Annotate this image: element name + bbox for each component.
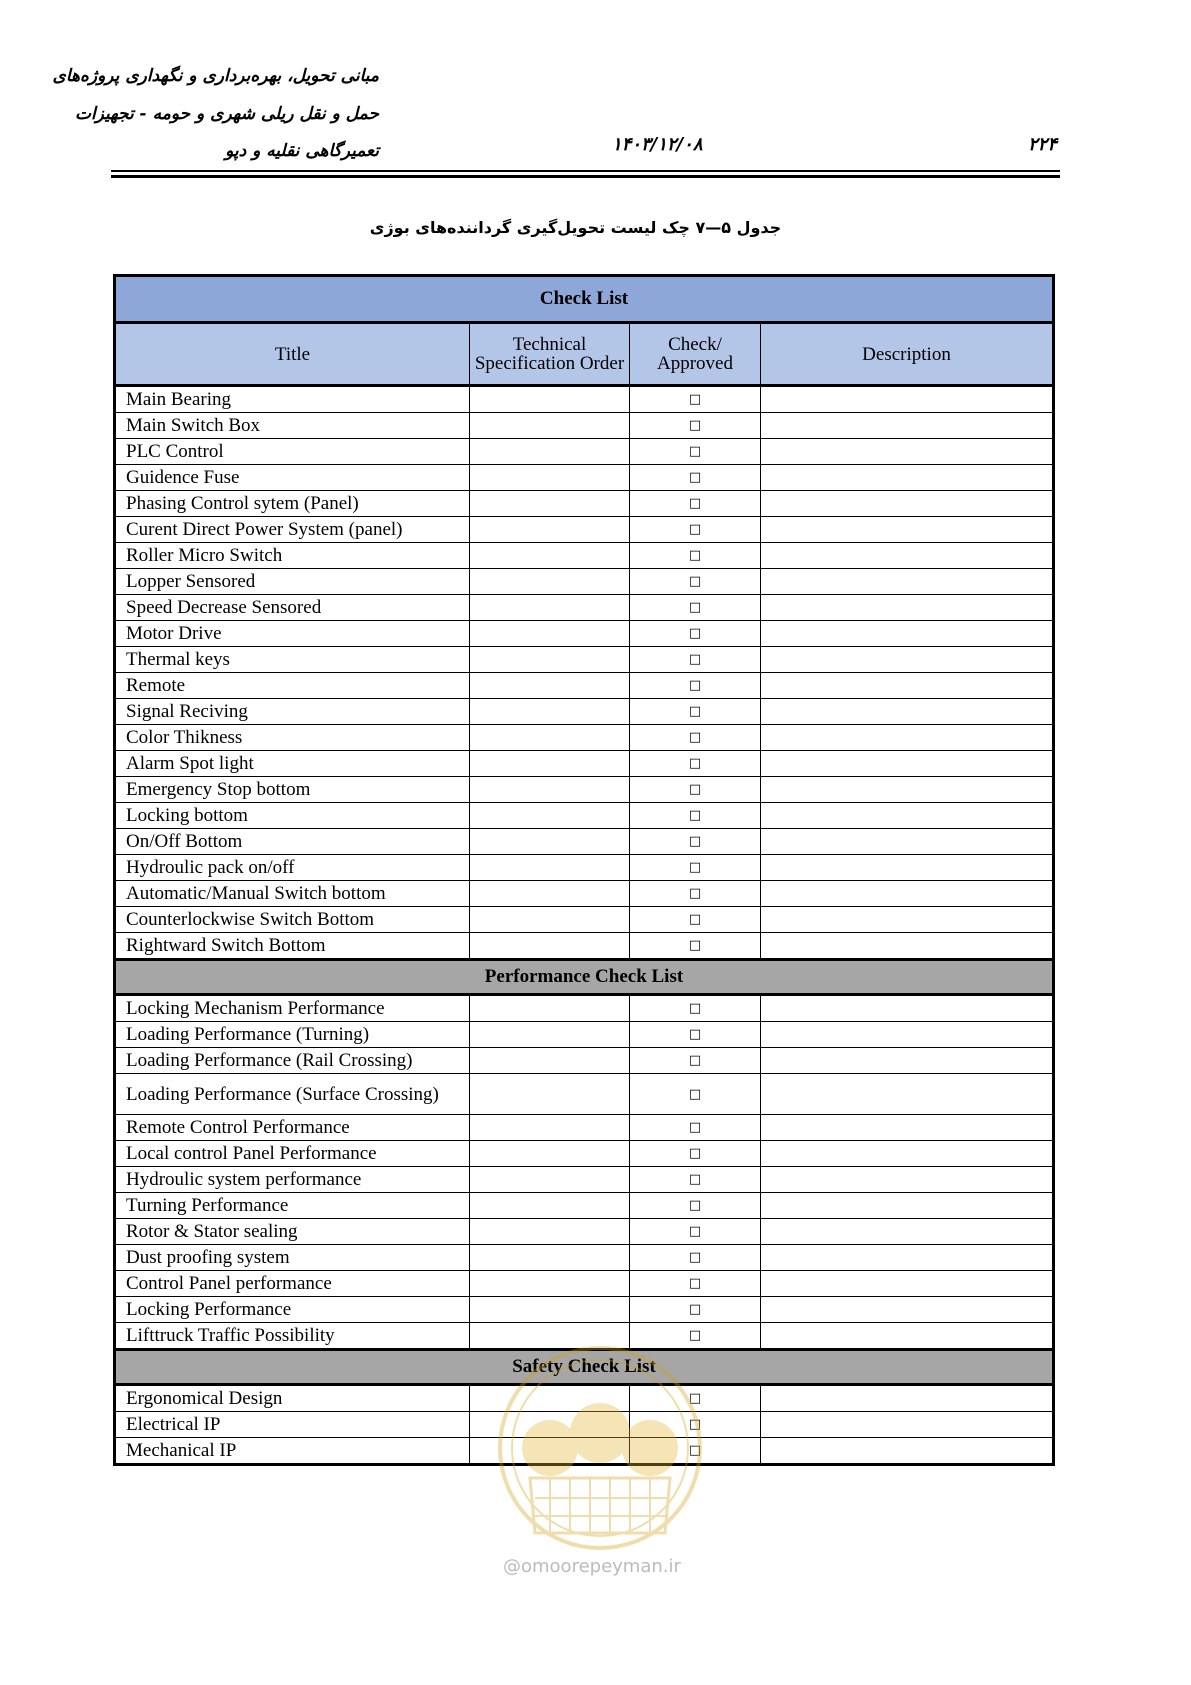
performance-item-row: [115, 995, 1054, 1022]
approval-checkbox[interactable]: □: [630, 881, 761, 907]
item-title: Locking bottom: [115, 803, 470, 829]
description-cell: [761, 1167, 1054, 1193]
performance-section: [115, 960, 1054, 995]
item-title: Color Thikness: [115, 725, 470, 751]
checklist-item-row: [115, 725, 1054, 751]
performance-title: Performance Check List: [115, 960, 1054, 995]
performance-item-row: [115, 1271, 1054, 1297]
approval-checkbox[interactable]: □: [630, 1074, 761, 1115]
item-title: Loading Performance (Surface Crossing): [115, 1074, 470, 1115]
description-cell: [761, 751, 1054, 777]
spec-cell: [470, 1022, 630, 1048]
table-caption: جدول ۵—۷ چک لیست تحویل‌گیری گرداننده‌های بوژی: [369, 218, 782, 237]
description-cell: [761, 1297, 1054, 1323]
spec-cell: [470, 1074, 630, 1115]
safety-items: [115, 1385, 1054, 1465]
spec-cell: [470, 465, 630, 491]
approval-checkbox[interactable]: □: [630, 1048, 761, 1074]
approval-checkbox[interactable]: □: [630, 621, 761, 647]
safety-title-row: [115, 1350, 1054, 1385]
column-header-description: Description: [761, 323, 1054, 386]
description-cell: [761, 777, 1054, 803]
performance-title-row: [115, 960, 1054, 995]
header-rule-thin: [111, 170, 1060, 172]
spec-cell: [470, 1219, 630, 1245]
description-cell: [761, 647, 1054, 673]
safety-item-row: [115, 1438, 1054, 1465]
checklist-item-row: [115, 777, 1054, 803]
main-items: [115, 386, 1054, 960]
checklist-table: [113, 274, 1055, 1466]
checklist-item-row: [115, 386, 1054, 413]
safety-title: Safety Check List: [115, 1350, 1054, 1385]
approval-checkbox[interactable]: □: [630, 725, 761, 751]
approval-checkbox[interactable]: □: [630, 933, 761, 960]
description-cell: [761, 1271, 1054, 1297]
description-cell: [761, 595, 1054, 621]
approval-checkbox[interactable]: □: [630, 439, 761, 465]
spec-cell: [470, 725, 630, 751]
performance-item-row: [115, 1074, 1054, 1115]
header-rule-thick: [111, 175, 1060, 178]
description-cell: [761, 491, 1054, 517]
item-title: Main Switch Box: [115, 413, 470, 439]
description-cell: [761, 803, 1054, 829]
approval-checkbox[interactable]: □: [630, 673, 761, 699]
safety-item-row: [115, 1412, 1054, 1438]
header-date: ۱۴۰۳/۱۲/۰۸: [612, 134, 703, 155]
description-cell: [761, 1048, 1054, 1074]
spec-cell: [470, 1115, 630, 1141]
item-title: Speed Decrease Sensored: [115, 595, 470, 621]
checklist-item-row: [115, 439, 1054, 465]
description-cell: [761, 673, 1054, 699]
item-title: Lopper Sensored: [115, 569, 470, 595]
approval-checkbox[interactable]: □: [630, 1141, 761, 1167]
spec-cell: [470, 1048, 630, 1074]
description-cell: [761, 569, 1054, 595]
approval-checkbox[interactable]: □: [630, 569, 761, 595]
approval-checkbox[interactable]: □: [630, 1219, 761, 1245]
spec-cell: [470, 386, 630, 413]
spec-cell: [470, 1297, 630, 1323]
description-cell: [761, 1412, 1054, 1438]
item-title: Roller Micro Switch: [115, 543, 470, 569]
spec-cell: [470, 995, 630, 1022]
description-cell: [761, 995, 1054, 1022]
item-title: Locking Mechanism Performance: [115, 995, 470, 1022]
page-number: ۲۲۴: [1028, 134, 1058, 155]
item-title: Motor Drive: [115, 621, 470, 647]
performance-item-row: [115, 1323, 1054, 1350]
approval-checkbox[interactable]: □: [630, 465, 761, 491]
approval-checkbox[interactable]: □: [630, 1022, 761, 1048]
approval-checkbox[interactable]: □: [630, 595, 761, 621]
item-title: On/Off Bottom: [115, 829, 470, 855]
description-cell: [761, 621, 1054, 647]
approval-checkbox[interactable]: □: [630, 1412, 761, 1438]
spec-cell: [470, 673, 630, 699]
approval-checkbox[interactable]: □: [630, 1438, 761, 1465]
performance-item-row: [115, 1115, 1054, 1141]
item-title: Signal Reciving: [115, 699, 470, 725]
column-header-check: Check/ Approved: [630, 323, 761, 386]
performance-item-row: [115, 1022, 1054, 1048]
performance-item-row: [115, 1245, 1054, 1271]
item-title: Turning Performance: [115, 1193, 470, 1219]
performance-item-row: [115, 1193, 1054, 1219]
column-header-title: Title: [115, 323, 470, 386]
checklist-item-row: [115, 881, 1054, 907]
header-title-line-2: حمل و نقل ریلی شهری و حومه - تجهیزات: [74, 104, 379, 124]
item-title: PLC Control: [115, 439, 470, 465]
item-title: Dust proofing system: [115, 1245, 470, 1271]
item-title: Rightward Switch Bottom: [115, 933, 470, 960]
spec-cell: [470, 933, 630, 960]
item-title: Remote: [115, 673, 470, 699]
checklist-item-row: [115, 491, 1054, 517]
item-title: Hydroulic pack on/off: [115, 855, 470, 881]
approval-checkbox[interactable]: □: [630, 517, 761, 543]
checklist-item-row: [115, 647, 1054, 673]
checklist-item-row: [115, 673, 1054, 699]
item-title: Local control Panel Performance: [115, 1141, 470, 1167]
checklist-item-row: [115, 751, 1054, 777]
performance-item-row: [115, 1219, 1054, 1245]
description-cell: [761, 1219, 1054, 1245]
description-cell: [761, 1245, 1054, 1271]
approval-checkbox[interactable]: □: [630, 751, 761, 777]
approval-checkbox[interactable]: □: [630, 1167, 761, 1193]
performance-item-row: [115, 1048, 1054, 1074]
approval-checkbox[interactable]: □: [630, 803, 761, 829]
description-cell: [761, 881, 1054, 907]
column-header-row: [115, 323, 1054, 386]
item-title: Alarm Spot light: [115, 751, 470, 777]
description-cell: [761, 829, 1054, 855]
checklist-title-row: [115, 276, 1054, 323]
spec-cell: [470, 699, 630, 725]
item-title: Control Panel performance: [115, 1271, 470, 1297]
spec-cell: [470, 569, 630, 595]
item-title: Curent Direct Power System (panel): [115, 517, 470, 543]
item-title: Loading Performance (Rail Crossing): [115, 1048, 470, 1074]
item-title: Main Bearing: [115, 386, 470, 413]
description-cell: [761, 1115, 1054, 1141]
description-cell: [761, 725, 1054, 751]
checklist-item-row: [115, 569, 1054, 595]
description-cell: [761, 1074, 1054, 1115]
item-title: Guidence Fuse: [115, 465, 470, 491]
spec-cell: [470, 413, 630, 439]
description-cell: [761, 1022, 1054, 1048]
checklist-item-row: [115, 465, 1054, 491]
approval-checkbox[interactable]: □: [630, 829, 761, 855]
description-cell: [761, 517, 1054, 543]
checklist-item-row: [115, 855, 1054, 881]
item-title: Ergonomical Design: [115, 1385, 470, 1412]
approval-checkbox[interactable]: □: [630, 1245, 761, 1271]
checklist-item-row: [115, 933, 1054, 960]
approval-checkbox[interactable]: □: [630, 1115, 761, 1141]
spec-cell: [470, 517, 630, 543]
item-title: Electrical IP: [115, 1412, 470, 1438]
approval-checkbox[interactable]: □: [630, 413, 761, 439]
column-header-spec: Technical Specification Order: [470, 323, 630, 386]
spec-cell: [470, 829, 630, 855]
description-cell: [761, 1323, 1054, 1350]
spec-cell: [470, 1193, 630, 1219]
spec-cell: [470, 543, 630, 569]
spec-cell: [470, 439, 630, 465]
approval-checkbox[interactable]: □: [630, 1323, 761, 1350]
approval-checkbox[interactable]: □: [630, 647, 761, 673]
description-cell: [761, 413, 1054, 439]
item-title: Phasing Control sytem (Panel): [115, 491, 470, 517]
spec-cell: [470, 647, 630, 673]
description-cell: [761, 1141, 1054, 1167]
spec-cell: [470, 1245, 630, 1271]
performance-items: [115, 995, 1054, 1350]
item-title: Thermal keys: [115, 647, 470, 673]
checklist-item-row: [115, 543, 1054, 569]
spec-cell: [470, 491, 630, 517]
item-title: Loading Performance (Turning): [115, 1022, 470, 1048]
spec-cell: [470, 1141, 630, 1167]
spec-cell: [470, 1167, 630, 1193]
approval-checkbox[interactable]: □: [630, 1193, 761, 1219]
approval-checkbox[interactable]: □: [630, 855, 761, 881]
item-title: Emergency Stop bottom: [115, 777, 470, 803]
spec-cell: [470, 803, 630, 829]
spec-cell: [470, 907, 630, 933]
checklist-item-row: [115, 803, 1054, 829]
performance-item-row: [115, 1141, 1054, 1167]
item-title: Rotor & Stator sealing: [115, 1219, 470, 1245]
watermark-text: @omoorepeyman.ir: [503, 1556, 681, 1577]
header-title-line-3: تعمیرگاهی نقلیه و دپو: [225, 141, 379, 161]
performance-item-row: [115, 1297, 1054, 1323]
checklist-item-row: [115, 517, 1054, 543]
checklist-title: Check List: [115, 276, 1054, 323]
item-title: Locking Performance: [115, 1297, 470, 1323]
spec-cell: [470, 751, 630, 777]
spec-cell: [470, 1271, 630, 1297]
spec-cell: [470, 1412, 630, 1438]
spec-cell: [470, 855, 630, 881]
spec-cell: [470, 1323, 630, 1350]
spec-cell: [470, 595, 630, 621]
spec-cell: [470, 881, 630, 907]
performance-item-row: [115, 1167, 1054, 1193]
description-cell: [761, 699, 1054, 725]
item-title: Automatic/Manual Switch bottom: [115, 881, 470, 907]
description-cell: [761, 386, 1054, 413]
checklist-item-row: [115, 413, 1054, 439]
checklist-item-row: [115, 699, 1054, 725]
approval-checkbox[interactable]: □: [630, 1385, 761, 1412]
header-title-line-1: مبانی تحویل، بهره‌برداری و نگهداری پروژه‌های: [52, 66, 379, 86]
spec-cell: [470, 777, 630, 803]
description-cell: [761, 855, 1054, 881]
description-cell: [761, 543, 1054, 569]
description-cell: [761, 933, 1054, 960]
description-cell: [761, 1193, 1054, 1219]
approval-checkbox[interactable]: □: [630, 543, 761, 569]
safety-item-row: [115, 1385, 1054, 1412]
item-title: Lifttruck Traffic Possibility: [115, 1323, 470, 1350]
spec-cell: [470, 1438, 630, 1465]
item-title: Mechanical IP: [115, 1438, 470, 1465]
description-cell: [761, 1385, 1054, 1412]
spec-cell: [470, 621, 630, 647]
safety-section: [115, 1350, 1054, 1385]
checklist-item-row: [115, 621, 1054, 647]
approval-checkbox[interactable]: □: [630, 1297, 761, 1323]
item-title: Hydroulic system performance: [115, 1167, 470, 1193]
spec-cell: [470, 1385, 630, 1412]
approval-checkbox[interactable]: □: [630, 777, 761, 803]
item-title: Counterlockwise Switch Bottom: [115, 907, 470, 933]
approval-checkbox[interactable]: □: [630, 699, 761, 725]
description-cell: [761, 465, 1054, 491]
description-cell: [761, 439, 1054, 465]
item-title: Remote Control Performance: [115, 1115, 470, 1141]
approval-checkbox[interactable]: □: [630, 995, 761, 1022]
description-cell: [761, 907, 1054, 933]
checklist-item-row: [115, 907, 1054, 933]
approval-checkbox[interactable]: □: [630, 386, 761, 413]
approval-checkbox[interactable]: □: [630, 491, 761, 517]
checklist-item-row: [115, 829, 1054, 855]
description-cell: [761, 1438, 1054, 1465]
approval-checkbox[interactable]: □: [630, 907, 761, 933]
checklist-item-row: [115, 595, 1054, 621]
approval-checkbox[interactable]: □: [630, 1271, 761, 1297]
